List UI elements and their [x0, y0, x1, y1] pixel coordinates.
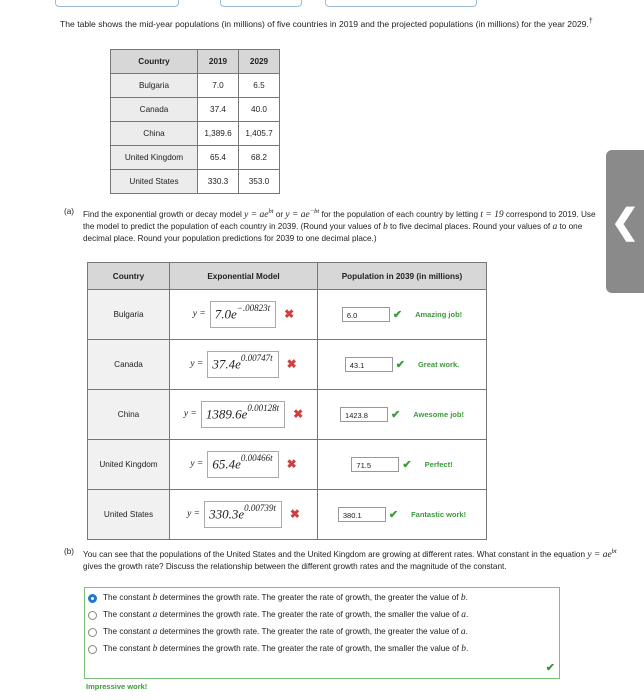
population-input[interactable]: 380.1: [338, 507, 386, 522]
header-model: Exponential Model: [170, 263, 318, 290]
model-coef: 37.4e: [212, 356, 241, 372]
part-a-or: or: [275, 210, 284, 220]
model-coef: 1389.6e: [205, 406, 248, 422]
table-row: [88, 490, 487, 540]
population-input[interactable]: 1423.8: [340, 407, 388, 422]
model-cell: [170, 490, 318, 540]
part-b-text: [83, 546, 624, 573]
choice-pre: The constant: [103, 627, 151, 636]
radio-button[interactable]: [88, 628, 97, 637]
choice-end-var: b: [460, 593, 466, 603]
header-country: Country: [88, 263, 170, 290]
part-a-label: (a): [64, 207, 75, 216]
part-a-text-1: Find the exponential growth or decay model: [83, 210, 242, 220]
cross-icon: ✖: [284, 307, 295, 322]
intro-statement: The table shows the mid-year populations (in millions) of five countries in 2019 and the projected populations (in millions) for the year 2029.: [60, 18, 589, 29]
population-input[interactable]: 71.5: [351, 457, 399, 472]
formula-decay: $y = ae^{-bt}$: [285, 208, 320, 221]
chevron-left-icon: ❮: [610, 202, 640, 241]
table-row: [111, 170, 280, 194]
country-cell: United States: [88, 490, 170, 540]
choice-pre: The constant: [103, 610, 151, 619]
table-row: [111, 122, 280, 146]
check-icon: ✔: [388, 509, 399, 521]
top-tab-left[interactable]: [55, 0, 179, 7]
table-row: [88, 290, 487, 340]
part-b-question: [64, 546, 624, 573]
model-cell: [170, 290, 318, 340]
y-equals: y =: [190, 459, 204, 470]
choice-text: The constant b determines the growth rate. The greater the rate of growth, the greater the value of b.: [103, 593, 468, 603]
choice-end-var: a: [460, 627, 466, 637]
check-icon: ✔: [395, 359, 405, 371]
var-a: a: [552, 222, 558, 233]
cross-icon: ✖: [293, 407, 304, 422]
choice-end-var: b: [461, 644, 466, 654]
population-cell: [318, 290, 487, 340]
check-icon: ✔: [402, 459, 412, 471]
model-cell: [170, 340, 318, 390]
population-cell: [318, 340, 487, 390]
model-coef: 330.3e: [209, 506, 245, 522]
population-input[interactable]: 43.1: [345, 357, 393, 372]
choice-var: a: [152, 610, 158, 620]
part-b-text-2: gives the growth rate? Discuss the relationship between the different growth rates and the magnitude of the constant.: [83, 562, 507, 572]
model-exponent: 0.00747t: [240, 352, 273, 363]
population-table: [110, 49, 280, 194]
value-2019: 1,389.6: [198, 122, 239, 146]
model-table-header: [88, 263, 487, 290]
population-table-header: [111, 50, 280, 74]
table-row: [111, 74, 280, 98]
intro-text: [60, 15, 620, 31]
value-2029: 40.0: [239, 98, 280, 122]
feedback-text: Fantastic work!: [411, 510, 467, 519]
top-tab-middle[interactable]: [220, 0, 302, 7]
top-tab-right[interactable]: [325, 0, 477, 7]
choice-end-var: a: [461, 610, 466, 620]
population-cell: [318, 440, 487, 490]
model-answer-box[interactable]: [204, 501, 282, 528]
header-2029: 2029: [239, 50, 280, 74]
radio-button-selected[interactable]: [88, 594, 97, 603]
value-2029: 6.5: [239, 74, 280, 98]
y-equals: y =: [190, 359, 204, 370]
choice-option-2[interactable]: [88, 610, 468, 620]
population-cell: [318, 390, 487, 440]
value-2019: 330.3: [198, 170, 239, 194]
y-equals: y =: [187, 509, 201, 520]
feedback-text: Awesome job!: [413, 410, 464, 419]
y-equals: y =: [183, 409, 197, 420]
feedback-text: Perfect!: [424, 460, 453, 469]
choice-option-1[interactable]: [88, 593, 468, 603]
model-exponent: 0.00466t: [240, 452, 273, 463]
check-icon: ✔: [392, 309, 403, 321]
choice-text: The constant a determines the growth rate. The greater the rate of growth, the smaller the value of a.: [103, 610, 469, 620]
table-row: [111, 98, 280, 122]
choice-var: b: [152, 644, 158, 654]
choice-post: determines the growth rate. The greater the rate of growth, the greater the value of: [159, 627, 459, 636]
formula-growth: $y = ae^{bt}$: [587, 548, 617, 561]
cross-icon: ✖: [286, 457, 297, 472]
value-2029: 1,405.7: [239, 122, 280, 146]
part-b-feedback: Impressive work!: [86, 682, 148, 691]
model-exponent: −.00823t: [236, 302, 271, 313]
var-b: b: [382, 222, 388, 233]
choice-pre: The constant: [103, 644, 151, 653]
country-cell: China: [88, 390, 170, 440]
model-cell: [170, 440, 318, 490]
value-2029: 353.0: [239, 170, 280, 194]
check-icon: ✔: [545, 662, 555, 674]
choice-text: The constant a determines the growth rate. The greater the rate of growth, the greater the value of a.: [103, 627, 468, 637]
table-row: [88, 340, 487, 390]
choice-text: The constant b determines the growth rate. The greater the rate of growth, the smaller the value of b.: [103, 644, 469, 654]
part-a-question: [64, 206, 609, 245]
country-cell: United States: [111, 170, 198, 194]
part-a-text: [83, 206, 609, 245]
side-panel-toggle[interactable]: [606, 150, 644, 293]
part-a-text-5: to one decimal place. Round your population predictions for 2039 to one decimal place.): [83, 222, 583, 244]
choice-var: b: [152, 593, 158, 603]
model-coef: 7.0e: [214, 306, 237, 322]
country-cell: Canada: [88, 340, 170, 390]
country-cell: United Kingdom: [111, 146, 198, 170]
radio-button[interactable]: [88, 611, 97, 620]
table-row: [111, 146, 280, 170]
check-icon: ✔: [391, 409, 401, 421]
value-2029: 68.2: [239, 146, 280, 170]
model-answer-box[interactable]: [207, 351, 278, 378]
country-cell: Canada: [111, 98, 198, 122]
part-a-text-4: to five decimal places. Round your values of: [389, 222, 551, 232]
part-b-text-1: You can see that the populations of the United States and the United Kingdom are growing at different rates. What constant in the equation: [83, 550, 586, 560]
model-cell: [170, 390, 318, 440]
top-tabs: [0, 0, 644, 10]
feedback-text: Great work.: [417, 360, 460, 369]
value-2019: 65.4: [198, 146, 239, 170]
choice-post: determines the growth rate. The greater the rate of growth, the greater the value of: [159, 593, 459, 602]
formula-growth: $y = ae^{bt}$: [244, 208, 274, 221]
model-table: [87, 262, 487, 540]
country-cell: United Kingdom: [88, 440, 170, 490]
radio-button[interactable]: [88, 645, 97, 654]
header-country: Country: [111, 50, 198, 74]
model-exponent: 0.00128t: [247, 402, 280, 413]
header-population-2039: Population in 2039 (in millions): [318, 263, 487, 290]
population-cell: [318, 490, 487, 540]
country-cell: Bulgaria: [111, 74, 198, 98]
feedback-text: Amazing job!: [415, 310, 463, 319]
choice-post: determines the growth rate. The greater the rate of growth, the smaller the value of: [159, 644, 459, 653]
table-row: [88, 440, 487, 490]
table-row: [88, 390, 487, 440]
cross-icon: ✖: [286, 357, 297, 372]
model-exponent: 0.00739t: [244, 502, 276, 513]
part-b-label: (b): [64, 547, 75, 556]
choice-option-3[interactable]: [88, 627, 468, 637]
answer-choices: [84, 587, 560, 679]
country-cell: Bulgaria: [88, 290, 170, 340]
choice-pre: The constant: [103, 593, 151, 602]
y-equals: y =: [192, 309, 206, 320]
model-answer-box[interactable]: [210, 301, 276, 328]
footnote-dagger[interactable]: †: [588, 18, 593, 25]
choice-post: determines the growth rate. The greater the rate of growth, the smaller the value of: [159, 610, 459, 619]
value-2019: 37.4: [198, 98, 239, 122]
model-answer-box[interactable]: [201, 401, 285, 428]
model-answer-box[interactable]: [207, 451, 278, 478]
country-cell: China: [111, 122, 198, 146]
choice-var: a: [152, 627, 158, 637]
cross-icon: ✖: [289, 507, 300, 522]
t-equals: t = 19: [480, 210, 504, 221]
model-coef: 65.4e: [212, 456, 241, 472]
part-a-text-2: for the population of each country by letting: [321, 210, 479, 220]
part-a-text-3: correspond to 2019. Use the model to predict the population of each country in 2039. (Round your values of: [83, 210, 596, 232]
choice-option-4[interactable]: [88, 644, 468, 654]
header-2019: 2019: [198, 50, 239, 74]
population-input[interactable]: 6.0: [342, 307, 390, 322]
value-2019: 7.0: [198, 74, 239, 98]
